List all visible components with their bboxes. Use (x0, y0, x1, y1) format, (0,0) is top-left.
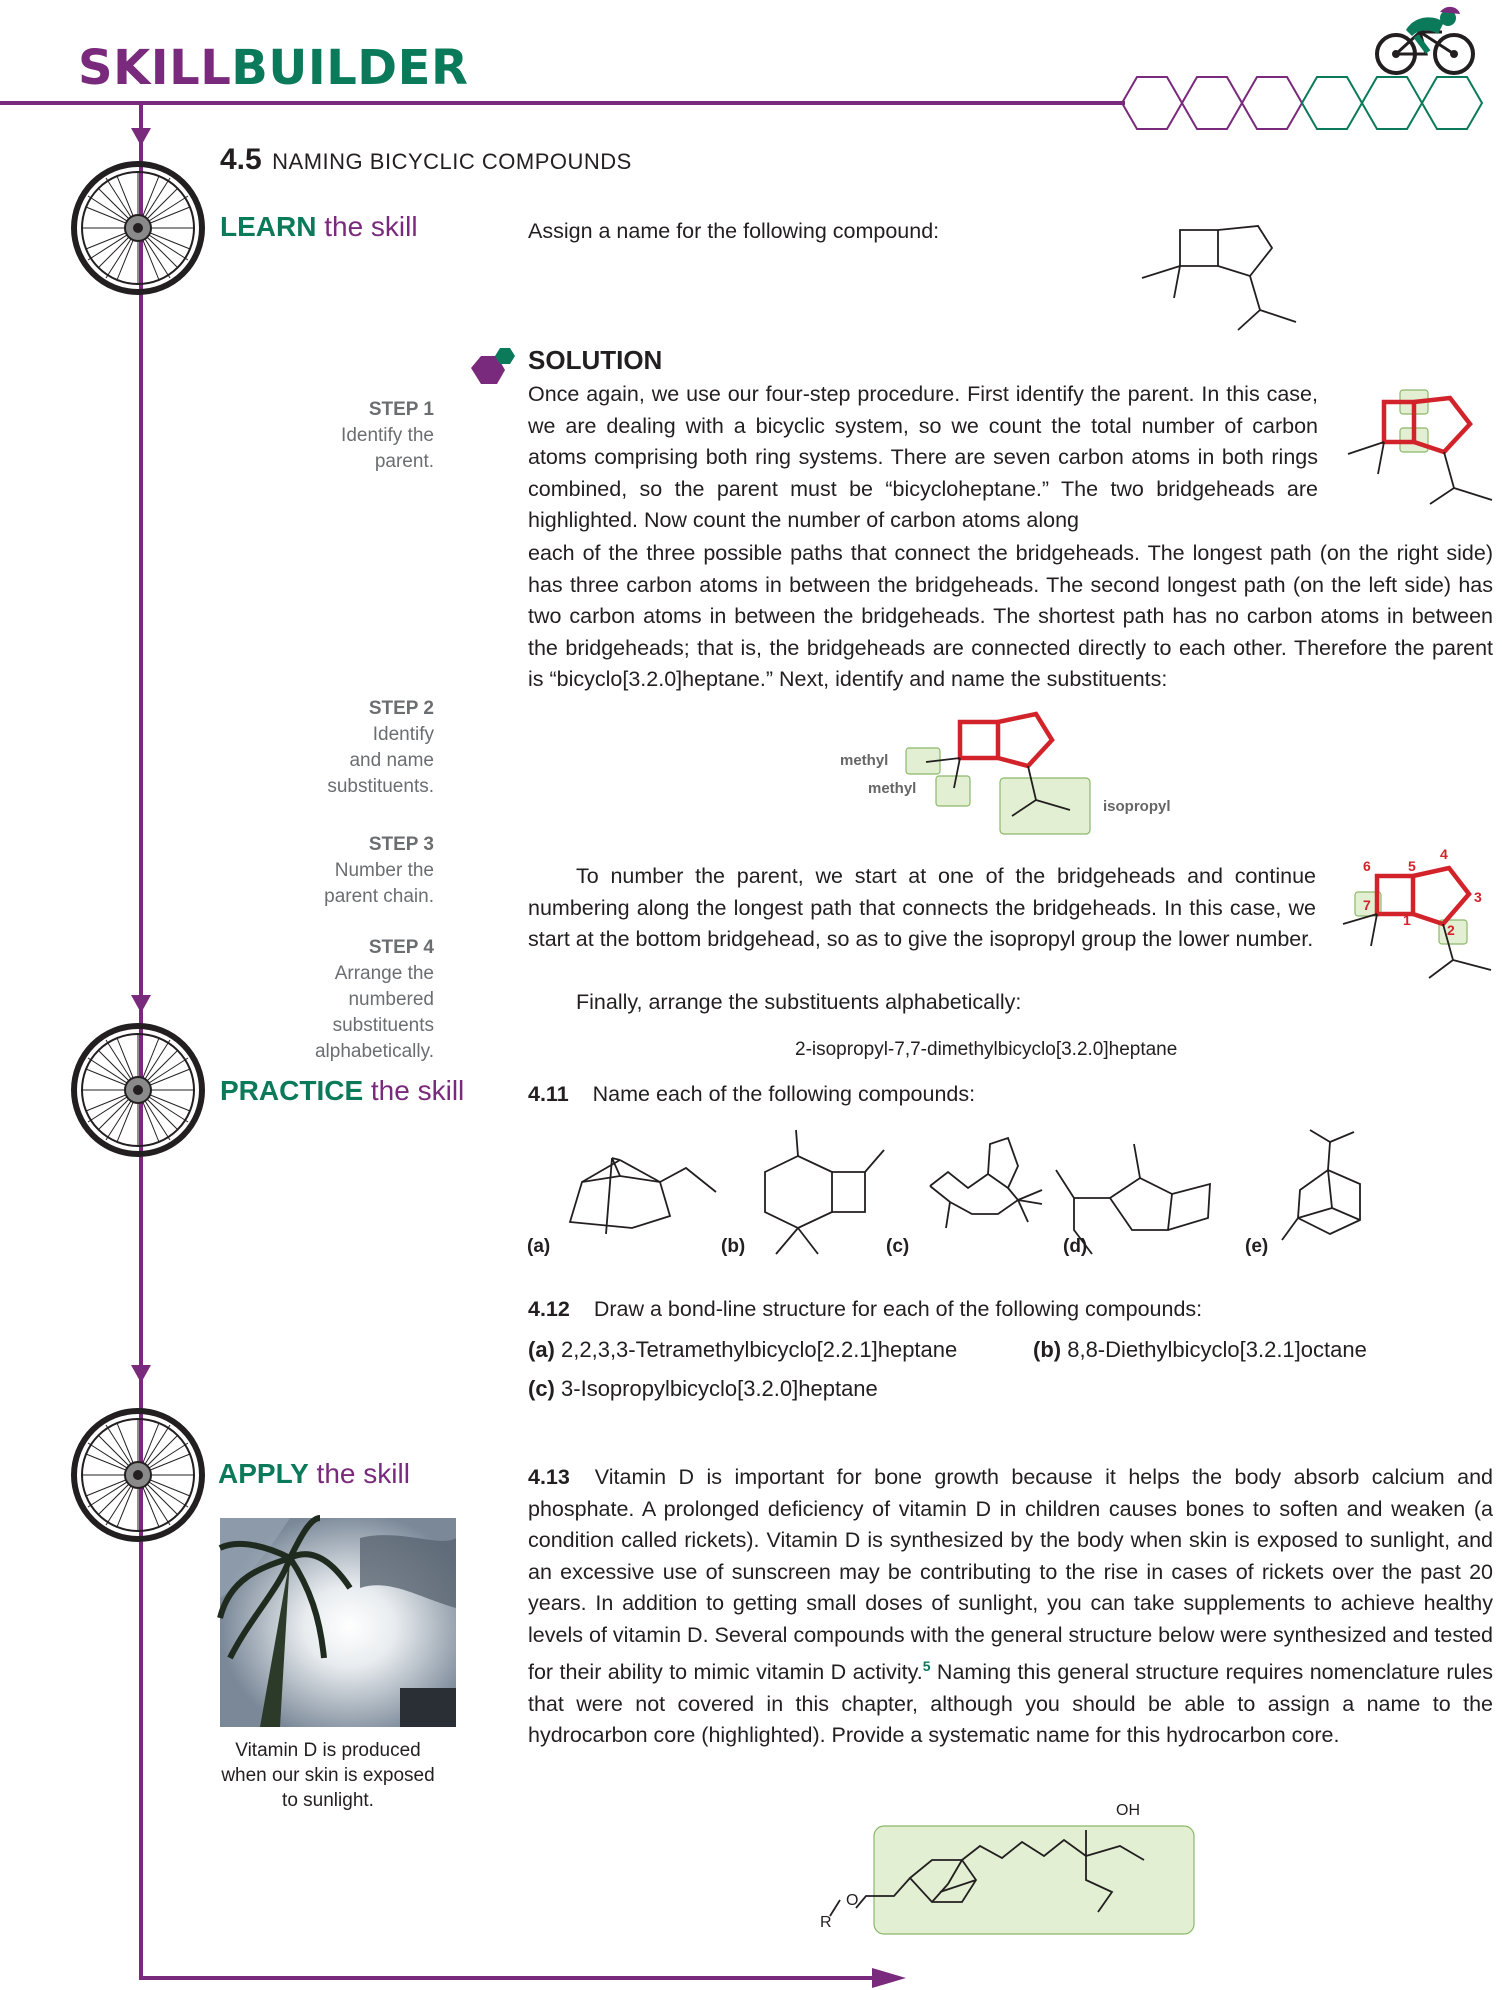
step-4-line: numbered (348, 989, 434, 1010)
learn-rest: the skill (316, 211, 418, 242)
solution-para3: Finally, arrange the substituents alphabetically: (576, 990, 1022, 1014)
solution-para2: To number the parent, we start at one of the bridgeheads and continue numbering along the longest path that connects the bridgeheads. In this case, we start at the bottom bridgehead, so as to give the isopropyl group the lower number. (528, 864, 1316, 951)
locant-4: 4 (1440, 846, 1448, 862)
section-number: 4.5 (220, 143, 262, 176)
step-4-head: STEP 4 (368, 937, 434, 958)
problem-text-continued: Naming this general structure requires nomenclature rules that were not covered in this chapter, although you should be able to assign a name to the hydrocarbon core (highlighted). Provide a systematic name for this hydrocarbon core. (528, 1660, 1493, 1748)
methyl-label: methyl (868, 780, 917, 797)
step-1 (174, 397, 434, 475)
oh-label: OH (1116, 1802, 1140, 1819)
problem-4-12 (528, 1294, 1202, 1326)
wheel-icon (68, 158, 208, 298)
brand-skill: SKILL (78, 40, 232, 96)
o-label: O (846, 1892, 859, 1909)
apply-the-skill-label (218, 1458, 410, 1490)
problem-text: Vitamin D is important for bone growth because it helps the body absorb calcium and phosphate. A prolonged deficiency of vitamin D in children causes bones to soften and weaken (a condition called rickets). Vitamin D is synthesized by the body when skin is exposed to sunlight, and an excessive use of sunscreen may be contributing to the rise in cases of rickets over the past 20 years. In addition to getting small doses of sunlight, you can take supplements to achieve healthy levels of vitamin D. Several compounds with the general structure below were synthesized and tested for their ability to mimic vitamin D activity. (528, 1465, 1493, 1685)
step-1-line: parent. (374, 451, 434, 472)
item-label: (c) (528, 1376, 555, 1401)
step-3 (174, 832, 434, 910)
item-text: 8,8-Diethylbicyclo[3.2.1]octane (1067, 1337, 1367, 1362)
locant-2: 2 (1447, 922, 1455, 938)
wheel-icon (68, 1405, 208, 1545)
learn-prompt: Assign a name for the following compound: (528, 219, 940, 243)
step-2-line: and name (349, 750, 434, 771)
locant-6: 6 (1363, 858, 1371, 874)
item-label: (b) (1033, 1337, 1062, 1362)
step-2-line: substituents. (327, 776, 434, 797)
problem-4-11 (528, 1079, 975, 1111)
learn-the-skill-label (220, 211, 418, 243)
problem-number: 4.12 (528, 1297, 570, 1321)
solution-heading: SOLUTION (528, 345, 663, 375)
step-3-line: parent chain. (324, 886, 434, 907)
step-3-line: Number the (334, 860, 434, 881)
problem-number: 4.13 (528, 1465, 570, 1489)
problem-number: 4.11 (528, 1082, 569, 1106)
problem-4-12-item-b (1033, 1337, 1367, 1363)
bridgehead-molecule (1370, 382, 1502, 512)
bicycle-rider-icon (1370, 4, 1480, 76)
r-label: R (820, 1914, 832, 1931)
step-1-head: STEP 1 (368, 399, 434, 420)
solution-para1-text-b: each of the three possible paths that connect the bridgeheads. The longest path (on the right side) has three carbon atoms in between the bridgeheads. The second longest path (on the left side) has two carbon atoms in between the bridgeheads. The shortest path has no carbon atoms in between the bridgeheads; that is, the bridgeheads are connected directly to each other. Therefore the parent is “bicyclo[3.2.0]heptane.” Next, identify and name the substituents: (528, 541, 1493, 691)
label-a: (a) (527, 1236, 551, 1257)
locant-7: 7 (1363, 897, 1371, 913)
practice-the-skill-label (220, 1075, 464, 1107)
label-e: (e) (1245, 1236, 1269, 1257)
item-text: 2,2,3,3-Tetramethylbicyclo[2.2.1]heptane (561, 1337, 958, 1362)
apply-strong: APPLY (218, 1458, 309, 1489)
locant-1: 1 (1403, 912, 1411, 928)
locant-5: 5 (1408, 858, 1416, 874)
step-1-line: Identify the (341, 425, 434, 446)
practice-strong: PRACTICE (220, 1075, 364, 1106)
label-b: (b) (721, 1236, 746, 1257)
solution-para1-text-a: Once again, we use our four-step procedure. First identify the parent. In this case, we are dealing with a bicyclic system, so we count the total number of carbon atoms comprising both ring systems. There are seven carbon atoms in both rings combined, so the parent must be “bicycloheptane.” The two bridgeheads are highlighted. Now count the number of carbon atoms along (528, 382, 1318, 532)
reference-superscript: 5 (922, 1658, 931, 1674)
problem-text: Name each of the following compounds: (592, 1082, 976, 1106)
step-3-head: STEP 3 (368, 834, 434, 855)
step-4 (174, 935, 434, 1065)
item-label: (a) (528, 1337, 555, 1362)
step-2-line: Identify (372, 724, 434, 745)
solution-para1-top (528, 379, 1318, 539)
step-4-line: alphabetically. (314, 1041, 434, 1062)
learn-strong: LEARN (220, 211, 317, 242)
problem-text: Draw a bond-line structure for each of the following compounds: (593, 1297, 1203, 1321)
step-4-line: substituents (332, 1015, 434, 1036)
structures-4-11 (520, 1130, 1420, 1270)
item-text: 3-Isopropylbicyclo[3.2.0]heptane (561, 1376, 878, 1401)
problem-4-12-item-a (528, 1337, 957, 1363)
section-title: NAMING BICYCLIC COMPOUNDS (272, 149, 632, 174)
vitamin-d-structure (810, 1800, 1210, 1950)
locant-3: 3 (1474, 889, 1482, 905)
problem-4-12-item-c (528, 1376, 878, 1402)
substituent-molecule (900, 700, 1140, 840)
brand-builder: BUILDER (231, 40, 469, 96)
sunlight-palm-photo (220, 1518, 456, 1727)
step-4-line: Arrange the (334, 963, 434, 984)
practice-rest: the skill (363, 1075, 465, 1106)
step-2-head: STEP 2 (368, 698, 434, 719)
section-heading (220, 143, 632, 177)
step-2 (174, 696, 434, 800)
learn-molecule (1140, 220, 1320, 350)
solution-answer: 2-isopropyl-7,7-dimethylbicyclo[3.2.0]heptane (795, 1039, 1178, 1060)
isopropyl-label: isopropyl (1103, 798, 1171, 815)
solution-hex-icon (467, 344, 517, 390)
methyl-label: methyl (840, 752, 889, 769)
label-c: (c) (886, 1236, 910, 1257)
photo-caption: Vitamin D is produced when our skin is exposed to sunlight. (221, 1740, 435, 1811)
apply-rest: the skill (308, 1458, 410, 1489)
label-d: (d) (1063, 1236, 1088, 1257)
solution-para1-bottom (528, 538, 1493, 698)
problem-4-13 (528, 1462, 1493, 1752)
